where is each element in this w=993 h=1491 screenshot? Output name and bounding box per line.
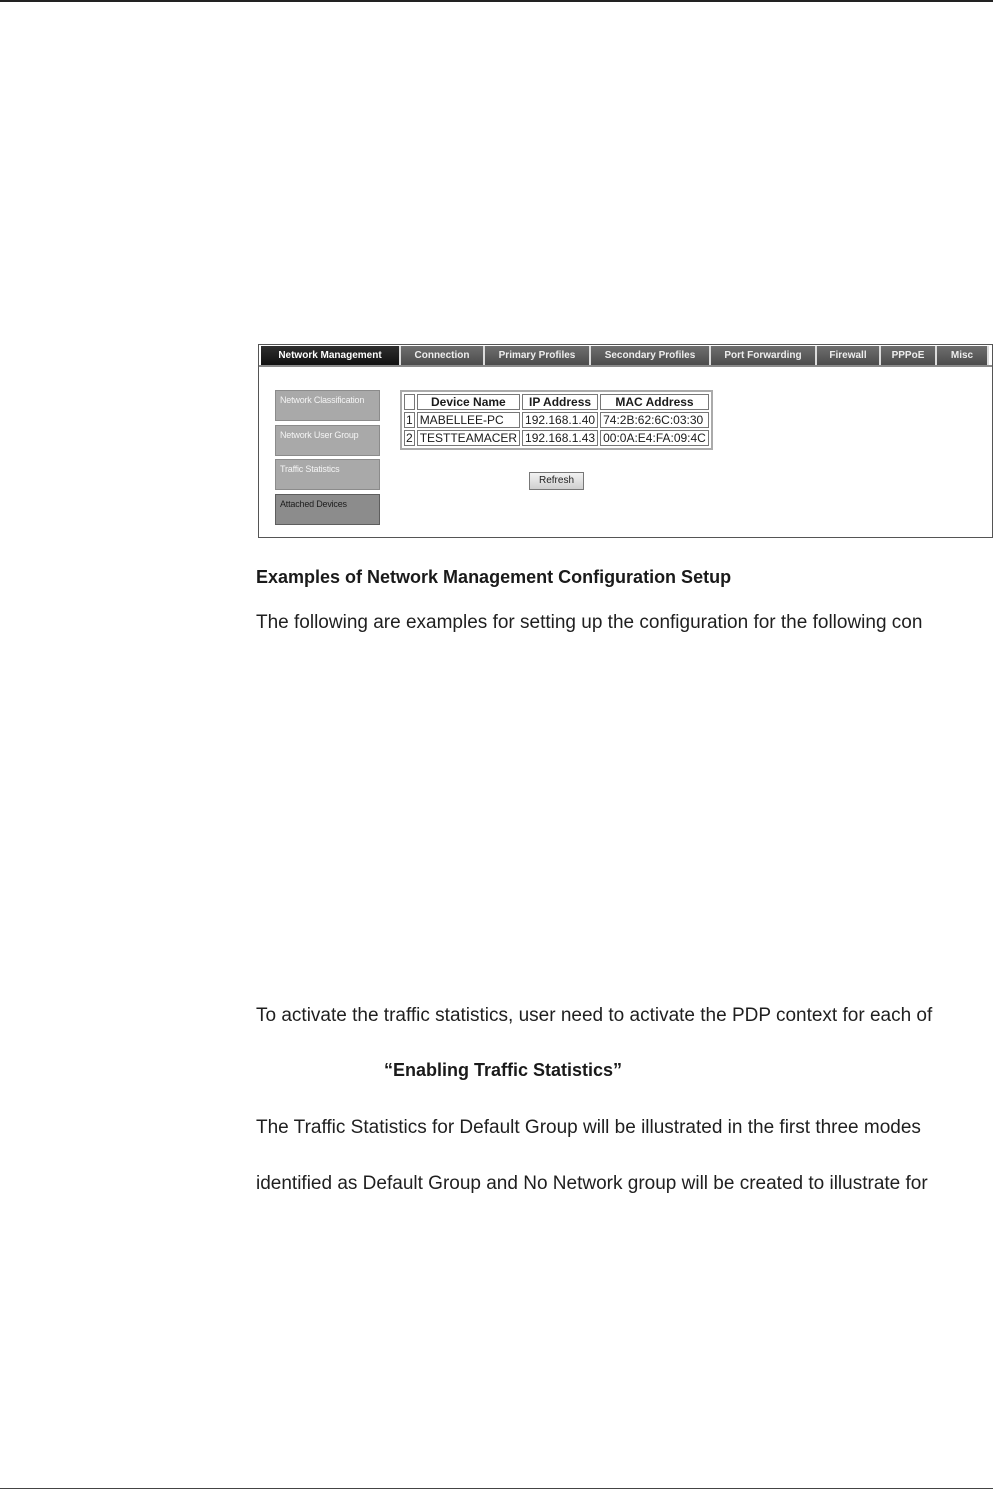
intro-paragraph: The following are examples for setting up the configuration for the following con — [256, 612, 923, 633]
mac-address-cell: 74:2B:62:6C:03:30 — [600, 412, 709, 428]
identified-paragraph: identified as Default Group and No Network group will be created to illustrate for — [256, 1173, 928, 1194]
tab-underline — [259, 365, 992, 367]
tab-secondary-profiles[interactable]: Secondary Profiles — [591, 346, 711, 365]
tab-primary-profiles[interactable]: Primary Profiles — [485, 346, 591, 365]
device-name-cell: MABELLEE-PC — [417, 412, 520, 428]
bottom-rule — [0, 1488, 993, 1489]
column-header-ip-address: IP Address — [522, 394, 598, 410]
tab-connection[interactable]: Connection — [401, 346, 485, 365]
device-name-cell: TESTTEAMACER — [417, 430, 520, 446]
sidebar-item-network-user-group[interactable]: Network User Group — [275, 425, 380, 456]
column-header-device-name: Device Name — [417, 394, 520, 410]
column-header-mac-address: MAC Address — [600, 394, 709, 410]
sidebar-item-attached-devices[interactable]: Attached Devices — [275, 494, 380, 525]
reference-heading: “Enabling Traffic Statistics” — [384, 1060, 623, 1080]
tab-bar — [259, 345, 992, 365]
row-index: 2 — [406, 431, 413, 445]
attached-devices-table — [400, 390, 713, 450]
refresh-button[interactable]: Refresh — [529, 472, 584, 490]
sidebar-item-network-classification[interactable]: Network Classification — [275, 390, 380, 421]
tab-network-management[interactable]: Network Management — [261, 346, 401, 365]
ip-address-cell: 192.168.1.43 — [522, 430, 598, 446]
top-rule — [0, 0, 993, 2]
column-header-index — [404, 394, 415, 410]
mac-address-cell: 00:0A:E4:FA:09:4C — [600, 430, 709, 446]
table-header-row — [404, 394, 709, 410]
tab-firewall[interactable]: Firewall — [817, 346, 881, 365]
sidebar-item-traffic-statistics[interactable]: Traffic Statistics — [275, 459, 380, 490]
table-row — [404, 412, 709, 428]
row-index: 1 — [406, 413, 413, 427]
router-ui-screenshot — [258, 344, 993, 538]
tab-pppoe[interactable]: PPPoE — [881, 346, 937, 365]
illustrated-paragraph: The Traffic Statistics for Default Group will be illustrated in the first three modes — [256, 1117, 921, 1138]
tab-port-forwarding[interactable]: Port Forwarding — [711, 346, 817, 365]
tab-misc[interactable]: Misc — [937, 346, 989, 365]
table-row — [404, 430, 709, 446]
ip-address-cell: 192.168.1.40 — [522, 412, 598, 428]
activate-paragraph: To activate the traffic statistics, user need to activate the PDP context for each of — [256, 1005, 933, 1026]
section-heading: Examples of Network Management Configuration Setup — [256, 567, 732, 587]
